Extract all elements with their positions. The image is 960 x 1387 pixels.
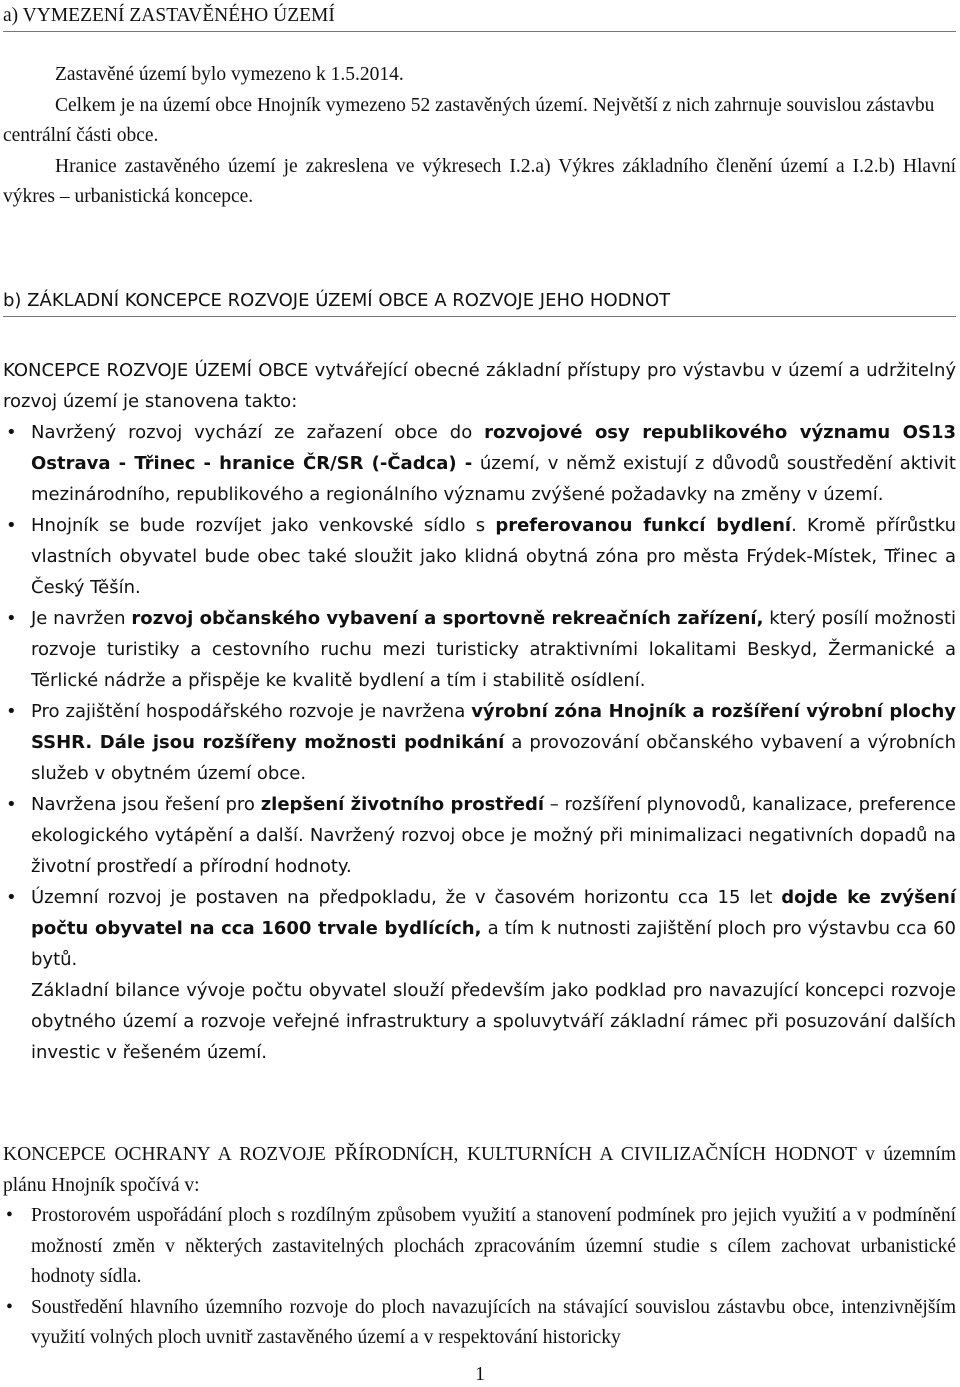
section-b-after: Základní bilance vývoje počtu obyvatel slouží především jako podklad pro navazující koncepci rozvoje obytného území a rozvoje veřejné infrastruktury a spoluvytváří základní rámec při posuzování dalších investic v řešeném území. [31,980,956,1063]
section-b-bullet: • Územní rozvoj je postaven na předpokladu, že v časovém horizontu cca 15 let dojde ke zvýšení počtu obyvatel na cca 1600 trvale bydlících, a tím k nutnosti zajištění ploch pro výstavbu cca 60 bytů. [3,882,956,975]
section-c-bullet-list [3,1201,956,1354]
bullet-icon: • [6,515,17,536]
section-b-bullet: • Hnojník se bude rozvíjet jako venkovské sídlo s preferovanou funkcí bydlení. Kromě přírůstku vlastních obyvatel bude obec také sloužit jako klidná obytná zóna pro města Frýdek-Místek, Třinec a Český Těšín. [3,510,956,603]
section-a-title: a) VYMEZENÍ ZASTAVĚNÉHO ÚZEMÍ [3,4,956,32]
section-c-intro-rest: v územním plánu Hnojník spočívá v: [3,1144,956,1196]
bullet-icon: • [6,794,17,815]
bullet-icon: • [6,887,17,908]
bullet-icon: • [6,1296,13,1318]
page-number: 1 [475,1364,485,1385]
bullet-icon: • [6,608,17,629]
section-a-line-2: Celkem je na území obce Hnojník vymezeno 52 zastavěných území. Největší z nich zahrnuje souvislou zástavbu centrální části obce. [3,94,935,146]
section-a-line-3: Hranice zastavěného území je zakreslena ve výkresech I.2.a) Výkres základního členění území a I.2.b) Hlavní výkres – urbanistická koncepce. [3,155,956,207]
section-b-title: b) ZÁKLADNÍ KONCEPCE ROZVOJE ÚZEMÍ OBCE A ROZVOJE JEHO HODNOT [3,289,956,317]
section-b-bullet: • Navržena jsou řešení pro zlepšení životního prostředí – rozšíření plynovodů, kanalizace, preference ekologického vytápění a další. Navržený rozvoj obce je možný při minimalizaci negativních dopadů na životní prostředí a přírodní hodnoty. [3,789,956,882]
section-c-body [3,1140,956,1354]
section-b-intro: KONCEPCE ROZVOJE ÚZEMÍ OBCE vytvářející obecné základní přístupy pro výstavbu v území a udržitelný rozvoj území je stanovena takto: [3,360,956,412]
section-c-bullet: • Soustředění hlavního územního rozvoje do ploch navazujících na stávající souvislou zástavbu obce, intenzivnějším využití volných ploch uvnitř zastavěného území a v respektování historicky [3,1293,956,1354]
section-b-bullet: • Pro zajištění hospodářského rozvoje je navržena výrobní zóna Hnojník a rozšíření výrobní plochy SSHR. Dále jsou rozšířeny možnosti podnikání a provozování občanského vybavení a výrobních služeb v obytném území obce. [3,696,956,789]
section-b-bullet-list [3,417,956,975]
section-b-bullet: • Navržený rozvoj vychází ze zařazení obce do rozvojové osy republikového významu OS13 Ostrava - Třinec - hranice ČR/SR (-Čadca) - území, v němž existují z důvodů soustředění aktivit mezinárodního, republikového a regionálního významu zvýšené požadavky na změny v území. [3,417,956,510]
section-a-body [3,60,956,213]
section-b-bullet: • Je navržen rozvoj občanského vybavení a sportovně rekreačních zařízení, který posílí možnosti rozvoje turistiky a cestovního ruchu mezi turisticky atraktivními lokalitami Beskyd, Žermanické a Těrlické nádrže a přispěje ke kvalitě bydlení a tím i stabilitě osídlení. [3,603,956,696]
section-c-intro [3,1140,956,1201]
section-c-intro-caps: KONCEPCE OCHRANY A ROZVOJE PŘÍRODNÍCH, KULTURNÍCH A CIVILIZAČNÍCH HODNOT [3,1144,857,1165]
section-b-body [3,355,956,1068]
bullet-icon: • [6,1205,13,1226]
section-c-bullet: • Prostorovém uspořádání ploch s rozdílným způsobem využití a stanovení podmínek pro jejich využití a v podmínění možností změn v některých zastavitelných plochách zpracováním územní studie s cílem zachovat urbanistické hodnoty sídla. [3,1201,956,1293]
bullet-icon: • [6,422,17,443]
section-a-line-1: Zastavěné území bylo vymezeno k 1.5.2014. [55,64,404,85]
bullet-icon: • [6,701,17,722]
